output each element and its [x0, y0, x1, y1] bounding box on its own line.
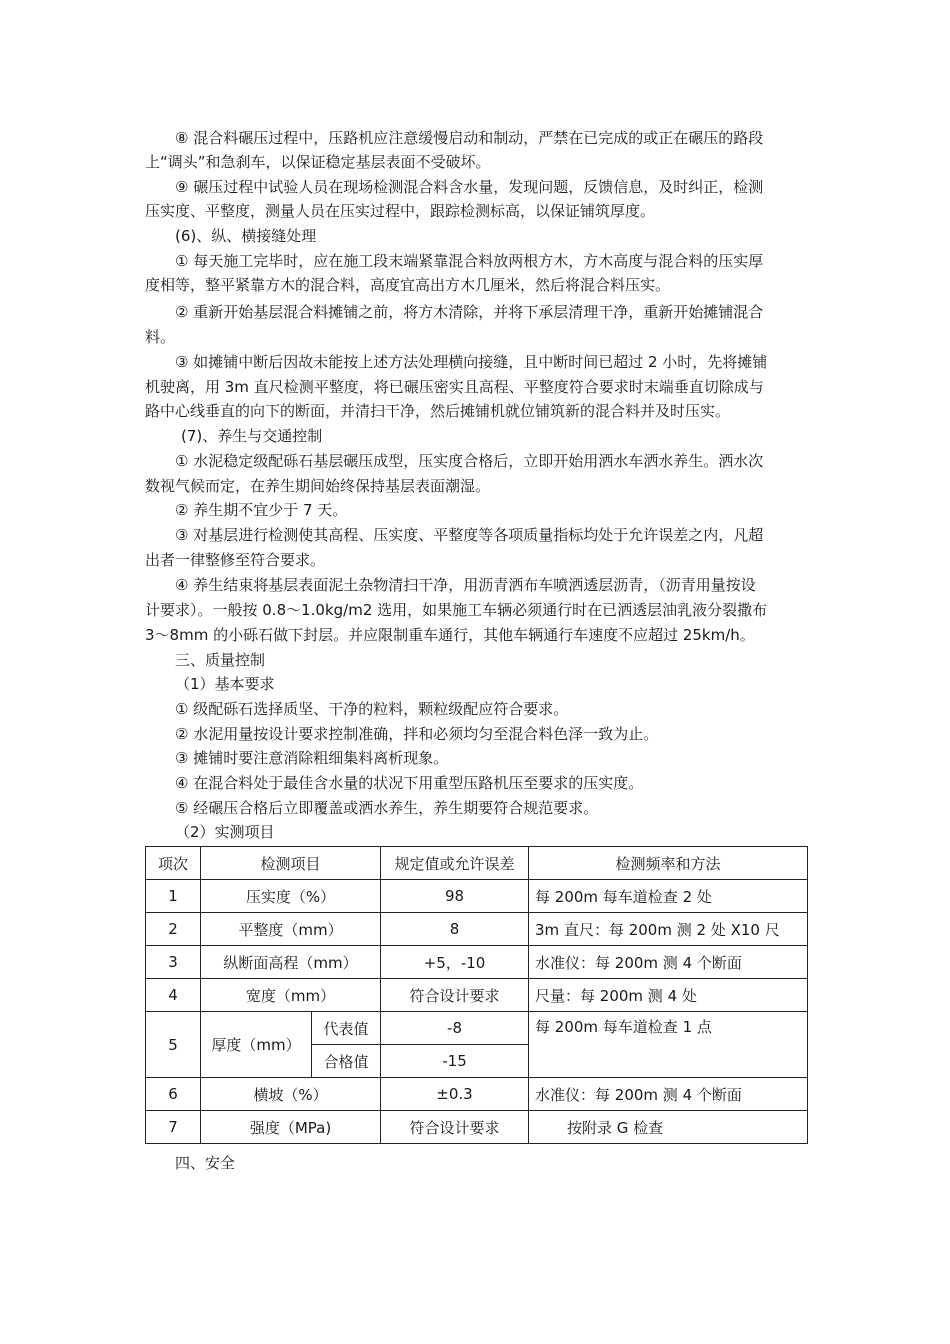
row-value: ±0.3: [381, 1078, 529, 1111]
row-method: 每 200m 每车道检查 2 处: [529, 880, 808, 913]
row-value: -15: [381, 1045, 529, 1078]
row-number: 2: [146, 913, 201, 946]
paragraph-line: 度相等，整平紧靠方木的混合料，高度宜高出方木几厘米，然后将混合料压实。: [145, 276, 671, 294]
row-item: 强度（MPa): [201, 1111, 381, 1144]
row-number: 3: [146, 946, 201, 979]
table-row: [146, 1078, 808, 1111]
section-heading: (6)、纵、横接缝处理: [175, 227, 317, 245]
row-method: 按附录 G 检查: [529, 1111, 808, 1144]
row-number: 4: [146, 979, 201, 1012]
row-value: -8: [381, 1012, 529, 1045]
paragraph-line: ③ 对基层进行检测使其高程、压实度、平整度等各项质量指标均处于允许误差之内，凡超: [175, 526, 764, 544]
paragraph-line: ⑧ 混合料碾压过程中，压路机应注意缓慢启动和制动，严禁在已完成的或正在碾压的路段: [175, 129, 764, 147]
header-cell: 规定值或允许误差: [381, 847, 529, 880]
row-method: 水准仪：每 200m 测 4 个断面: [529, 946, 808, 979]
row-item: 厚度（mm）: [201, 1012, 312, 1078]
row-value: 98: [381, 880, 529, 913]
header-cell: 项次: [146, 847, 201, 880]
row-subitem: 代表值: [312, 1012, 381, 1045]
paragraph-line: ③ 如摊铺中断后因故未能按上述方法处理横向接缝，且中断时间已超过 2 小时，先将摊铺: [175, 353, 768, 371]
header-cell: 检测频率和方法: [529, 847, 808, 880]
header-cell: 检测项目: [201, 847, 381, 880]
row-method: 3m 直尺：每 200m 测 2 处 X10 尺: [529, 913, 808, 946]
section-heading: 四、安全: [175, 1154, 236, 1172]
table-row: [146, 1012, 808, 1045]
row-value: +5，-10: [381, 946, 529, 979]
section-heading: 三、质量控制: [175, 651, 266, 669]
row-number: 6: [146, 1078, 201, 1111]
table-row: [146, 913, 808, 946]
paragraph-line: 料。: [145, 328, 176, 346]
table-row: [146, 979, 808, 1012]
paragraph-line: 数视气候而定，在养生期间始终保持基层表面潮湿。: [145, 477, 491, 495]
paragraph-line: 上“调头”和急刹车，以保证稳定基层表面不受破坏。: [145, 153, 491, 171]
paragraph-line: ② 重新开始基层混合料摊铺之前，将方木清除，并将下承层清理干净，重新开始摊铺混合: [175, 303, 764, 321]
paragraph-line: ⑨ 碾压过程中试验人员在现场检测混合料含水量，发现问题，反馈信息，及时纠正，检测: [175, 178, 764, 196]
row-method: 每 200m 每车道检查 1 点: [529, 1012, 808, 1078]
paragraph-line: ② 水泥用量按设计要求控制准确，拌和必须均匀至混合料色泽一致为止。: [175, 725, 659, 743]
section-heading: (7)、养生与交通控制: [181, 427, 323, 445]
row-item: 纵断面高程（mm）: [201, 946, 381, 979]
sub-heading: （2）实测项目: [175, 823, 275, 841]
row-item: 横坡（%）: [201, 1078, 381, 1111]
paragraph-line: ④ 在混合料处于最佳含水量的状况下用重型压路机压至要求的压实度。: [175, 774, 644, 792]
table-row: [146, 946, 808, 979]
row-number: 1: [146, 880, 201, 913]
table-header-row: [146, 847, 808, 880]
paragraph-line: 压实度、平整度，测量人员在压实过程中，跟踪检测标高，以保证铺筑厚度。: [145, 202, 656, 220]
paragraph-line: ① 水泥稳定级配砾石基层碾压成型，压实度合格后，立即开始用洒水车洒水养生。洒水次: [175, 452, 764, 470]
paragraph-line: ④ 养生结束将基层表面泥土杂物清扫干净，用沥青洒布车喷洒透层沥青，（沥青用量按设: [175, 576, 756, 594]
table-row: [146, 1111, 808, 1144]
table-row: [146, 880, 808, 913]
row-item: 宽度（mm）: [201, 979, 381, 1012]
paragraph-line: ② 养生期不宜少于 7 天。: [175, 501, 348, 519]
row-subitem: 合格值: [312, 1045, 381, 1078]
paragraph-line: ③ 摊铺时要注意消除粗细集料离析现象。: [175, 749, 449, 767]
paragraph-line: ⑤ 经碾压合格后立即覆盖或洒水养生，养生期要符合规范要求。: [175, 799, 599, 817]
paragraph-line: ① 每天施工完毕时，应在施工段末端紧靠混合料放两根方木，方木高度与混合料的压实厚: [175, 252, 764, 270]
row-value: 符合设计要求: [381, 979, 529, 1012]
paragraph-line: 路中心线垂直的向下的断面，并清扫干净，然后摊铺机就位铺筑新的混合料并及时压实。: [145, 402, 731, 420]
paragraph-line: 3～8mm 的小砾石做下封层。并应限制重车通行，其他车辆通行车速度不应超过 25km/h。: [145, 626, 755, 644]
row-value: 符合设计要求: [381, 1111, 529, 1144]
row-item: 压实度（%）: [201, 880, 381, 913]
row-number: 7: [146, 1111, 201, 1144]
row-method: 尺量：每 200m 测 4 处: [529, 979, 808, 1012]
row-number: 5: [146, 1012, 201, 1078]
inspection-table: [145, 846, 808, 1144]
row-method: 水准仪：每 200m 测 4 个断面: [529, 1078, 808, 1111]
row-value: 8: [381, 913, 529, 946]
paragraph-line: 出者一律整修至符合要求。: [145, 551, 326, 569]
paragraph-line: ① 级配砾石选择质坚、干净的粒料，颗粒级配应符合要求。: [175, 700, 569, 718]
sub-heading: （1）基本要求: [175, 675, 275, 693]
paragraph-line: 计要求）。一般按 0.8～1.0kg/m2 选用，如果施工车辆必须通行时在已洒透层油乳液分裂撒布: [145, 601, 768, 619]
paragraph-line: 机驶离，用 3m 直尺检测平整度，将已碾压密实且高程、平整度符合要求时末端垂直切除成与: [145, 378, 764, 396]
row-item: 平整度（mm）: [201, 913, 381, 946]
